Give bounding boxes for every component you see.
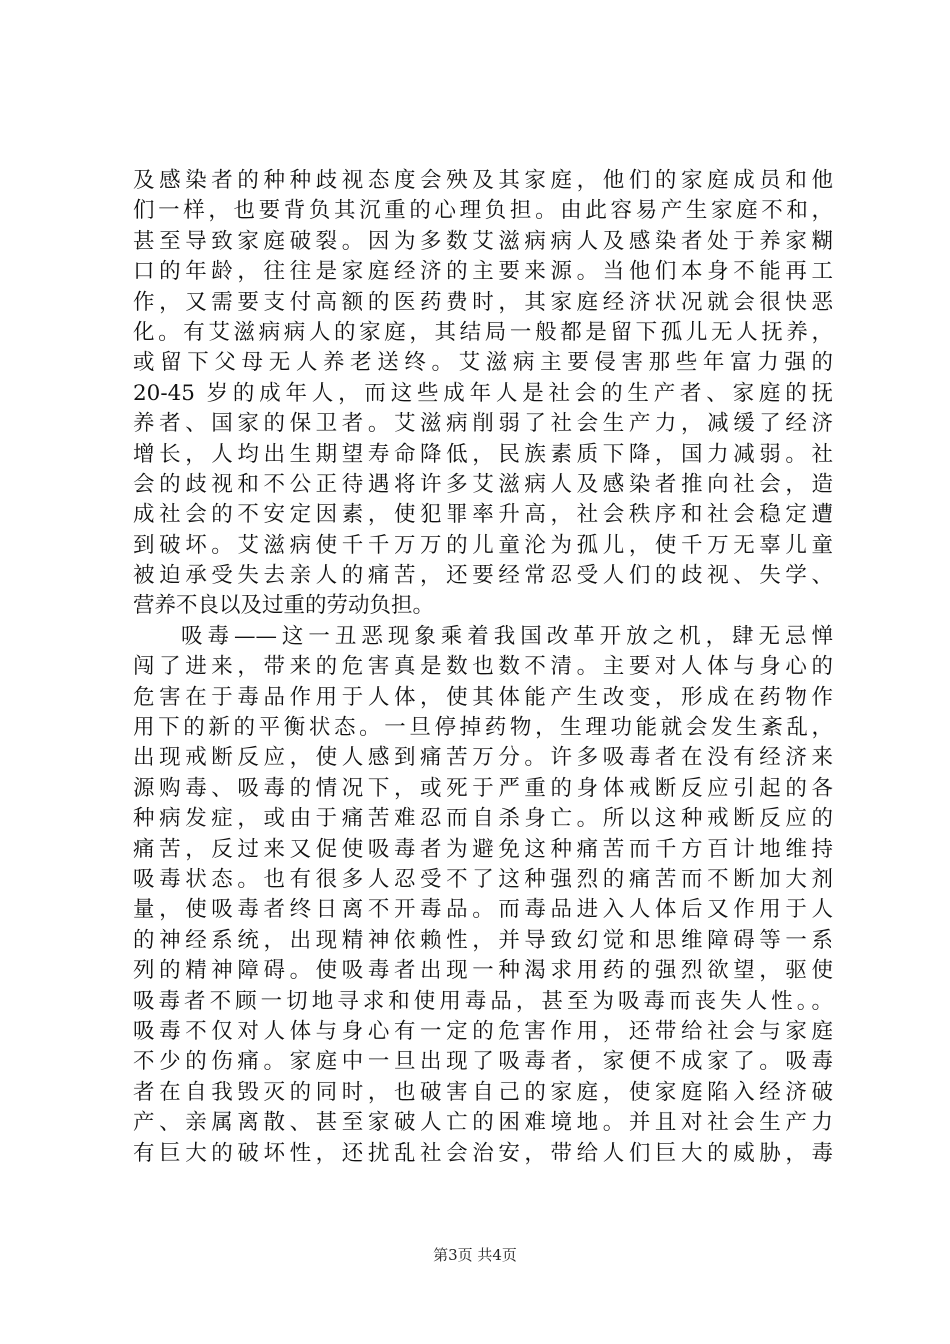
text-line: 的神经系统，出现精神依赖性，并导致幻觉和思维障碍等一系 xyxy=(133,927,833,953)
text-line: 量，使吸毒者终日离不开毒品。而毒品进入人体后又作用于人 xyxy=(133,897,833,923)
text-line: 产、亲属离散、甚至家破人亡的困难境地。并且对社会生产力 xyxy=(133,1110,833,1136)
text-line: 用下的新的平衡状态。一旦停掉药物，生理功能就会发生紊乱， xyxy=(133,715,833,741)
text-line: 吸毒不仅对人体与身心有一定的危害作用，还带给社会与家庭 xyxy=(133,1018,833,1044)
text-line: 痛苦，反过来又促使吸毒者为避免这种痛苦而千方百计地维持 xyxy=(133,836,833,862)
text-line: 列的精神障碍。使吸毒者出现一种渴求用药的强烈欲望，驱使 xyxy=(133,958,833,984)
text-line: 会的歧视和不公正待遇将许多艾滋病人及感染者推向社会，造 xyxy=(133,471,833,497)
text-line: 口的年龄，往往是家庭经济的主要来源。当他们本身不能再工 xyxy=(133,259,833,285)
text-line: 吸毒状态。也有很多人忍受不了这种强烈的痛苦而不断加大剂 xyxy=(133,866,833,892)
text-line: 被迫承受失去亲人的痛苦，还要经常忍受人们的歧视、失学、 xyxy=(133,563,833,589)
text-line: 源购毒、吸毒的情况下，或死于严重的身体戒断反应引起的各 xyxy=(133,775,833,801)
text-line: 20-45 岁的成年人，而这些成年人是社会的生产者、家庭的抚 xyxy=(133,380,833,406)
text-line: 养者、国家的保卫者。艾滋病削弱了社会生产力，减缓了经济 xyxy=(133,411,833,437)
text-line: 化。有艾滋病病人的家庭，其结局一般都是留下孤儿无人抚养， xyxy=(133,319,833,345)
text-line: 成社会的不安定因素，使犯罪率升高，社会秩序和社会稳定遭 xyxy=(133,502,833,528)
text-line: 出现戒断反应，使人感到痛苦万分。许多吸毒者在没有经济来 xyxy=(133,745,833,771)
text-line: 甚至导致家庭破裂。因为多数艾滋病病人及感染者处于养家糊 xyxy=(133,228,833,254)
text-line: 有巨大的破坏性，还扰乱社会治安，带给人们巨大的威胁，毒 xyxy=(133,1140,833,1166)
paragraph xyxy=(133,622,833,1169)
text-line: 们一样，也要背负其沉重的心理负担。由此容易产生家庭不和， xyxy=(133,198,833,224)
text-line: 到破坏。艾滋病使千千万万的儿童沦为孤儿，使千万无辜儿童 xyxy=(133,532,833,558)
body-text xyxy=(133,166,833,1169)
text-line: 或留下父母无人养老送终。艾滋病主要侵害那些年富力强的 xyxy=(133,350,833,376)
text-line: 增长，人均出生期望寿命降低，民族素质下降，国力减弱。社 xyxy=(133,441,833,467)
text-line: 作，又需要支付高额的医药费时，其家庭经济状况就会很快恶 xyxy=(133,289,833,315)
paragraph xyxy=(133,166,833,622)
text-line: 不少的伤痛。家庭中一旦出现了吸毒者，家便不成家了。吸毒 xyxy=(133,1049,833,1075)
page-footer: 第3页 共4页 xyxy=(433,1246,517,1264)
text-line: 及感染者的种种歧视态度会殃及其家庭，他们的家庭成员和他 xyxy=(133,168,833,193)
text-line: 吸毒者不顾一切地寻求和使用毒品，甚至为吸毒而丧失人性。。 xyxy=(133,988,833,1014)
text-line: 营养不良以及过重的劳动负担。 xyxy=(133,593,435,619)
text-line: 种病发症，或由于痛苦难忍而自杀身亡。所以这种戒断反应的 xyxy=(133,806,833,832)
text-line: 者在自我毁灭的同时，也破害自己的家庭，使家庭陷入经济破 xyxy=(133,1079,833,1105)
text-line: 危害在于毒品作用于人体，使其体能产生改变，形成在药物作 xyxy=(133,684,833,710)
text-line: 吸毒——这一丑恶现象乘着我国改革开放之机，肆无忌惮 xyxy=(181,623,833,649)
text-line: 闯了进来，带来的危害真是数也数不清。主要对人体与身心的 xyxy=(133,654,833,680)
